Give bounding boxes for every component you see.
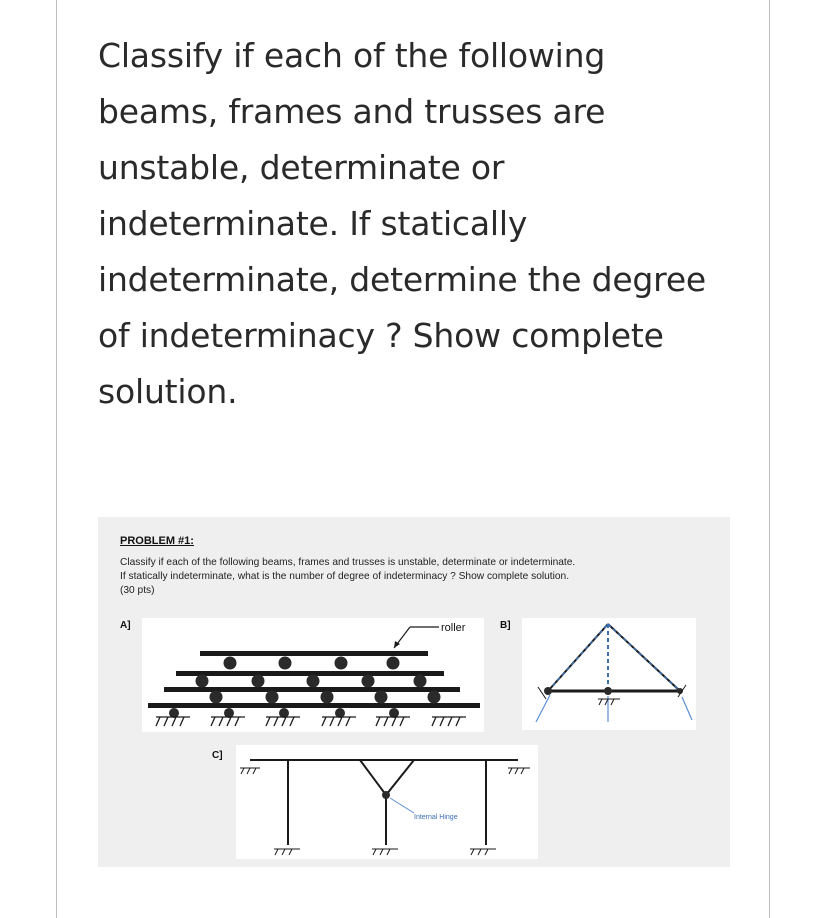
question-line: unstable, determinate or bbox=[98, 148, 505, 187]
roller bbox=[196, 675, 209, 688]
roller bbox=[387, 657, 400, 670]
roller bbox=[252, 675, 265, 688]
roller bbox=[307, 675, 320, 688]
problem-image bbox=[98, 517, 730, 867]
truss-mid-pin bbox=[604, 687, 612, 695]
figures-drawing bbox=[98, 517, 730, 867]
beam-top bbox=[200, 651, 428, 656]
roller bbox=[428, 691, 441, 704]
internal-hinge bbox=[382, 791, 390, 799]
roller bbox=[335, 657, 348, 670]
roller bbox=[210, 691, 223, 704]
question-line: beams, frames and trusses are bbox=[98, 92, 606, 131]
hinge-callout-label: Internal Hinge bbox=[414, 814, 458, 821]
question-line: of indeterminacy ? Show complete bbox=[98, 316, 664, 355]
figure-c-label: C] bbox=[212, 750, 223, 761]
question-line: indeterminate. If statically bbox=[98, 204, 528, 243]
roller bbox=[279, 657, 292, 670]
roller bbox=[321, 691, 334, 704]
problem-line: If statically indeterminate, what is the number of degree of indeterminacy ? Show complete solution. bbox=[120, 571, 570, 582]
roller bbox=[266, 691, 279, 704]
problem-line: Classify if each of the following beams, frames and trusses is unstable, determinate or indeterminate. bbox=[120, 557, 576, 568]
problem-heading: PROBLEM #1: bbox=[120, 535, 194, 547]
question-line: Classify if each of the following bbox=[98, 36, 606, 75]
figure-a-label: A] bbox=[120, 620, 131, 631]
figure-b-label: B] bbox=[500, 620, 511, 631]
roller-callout-label: roller bbox=[441, 622, 466, 634]
question-line: solution. bbox=[98, 372, 238, 411]
roller bbox=[224, 657, 237, 670]
roller bbox=[375, 691, 388, 704]
beam-middle-lower bbox=[164, 687, 460, 692]
truss-left-pin bbox=[544, 687, 552, 695]
roller bbox=[414, 675, 427, 688]
roller bbox=[362, 675, 375, 688]
question-text bbox=[98, 28, 738, 420]
question-line: indeterminate, determine the degree bbox=[98, 260, 707, 299]
problem-line: (30 pts) bbox=[120, 585, 155, 596]
beam-bottom bbox=[148, 703, 480, 708]
